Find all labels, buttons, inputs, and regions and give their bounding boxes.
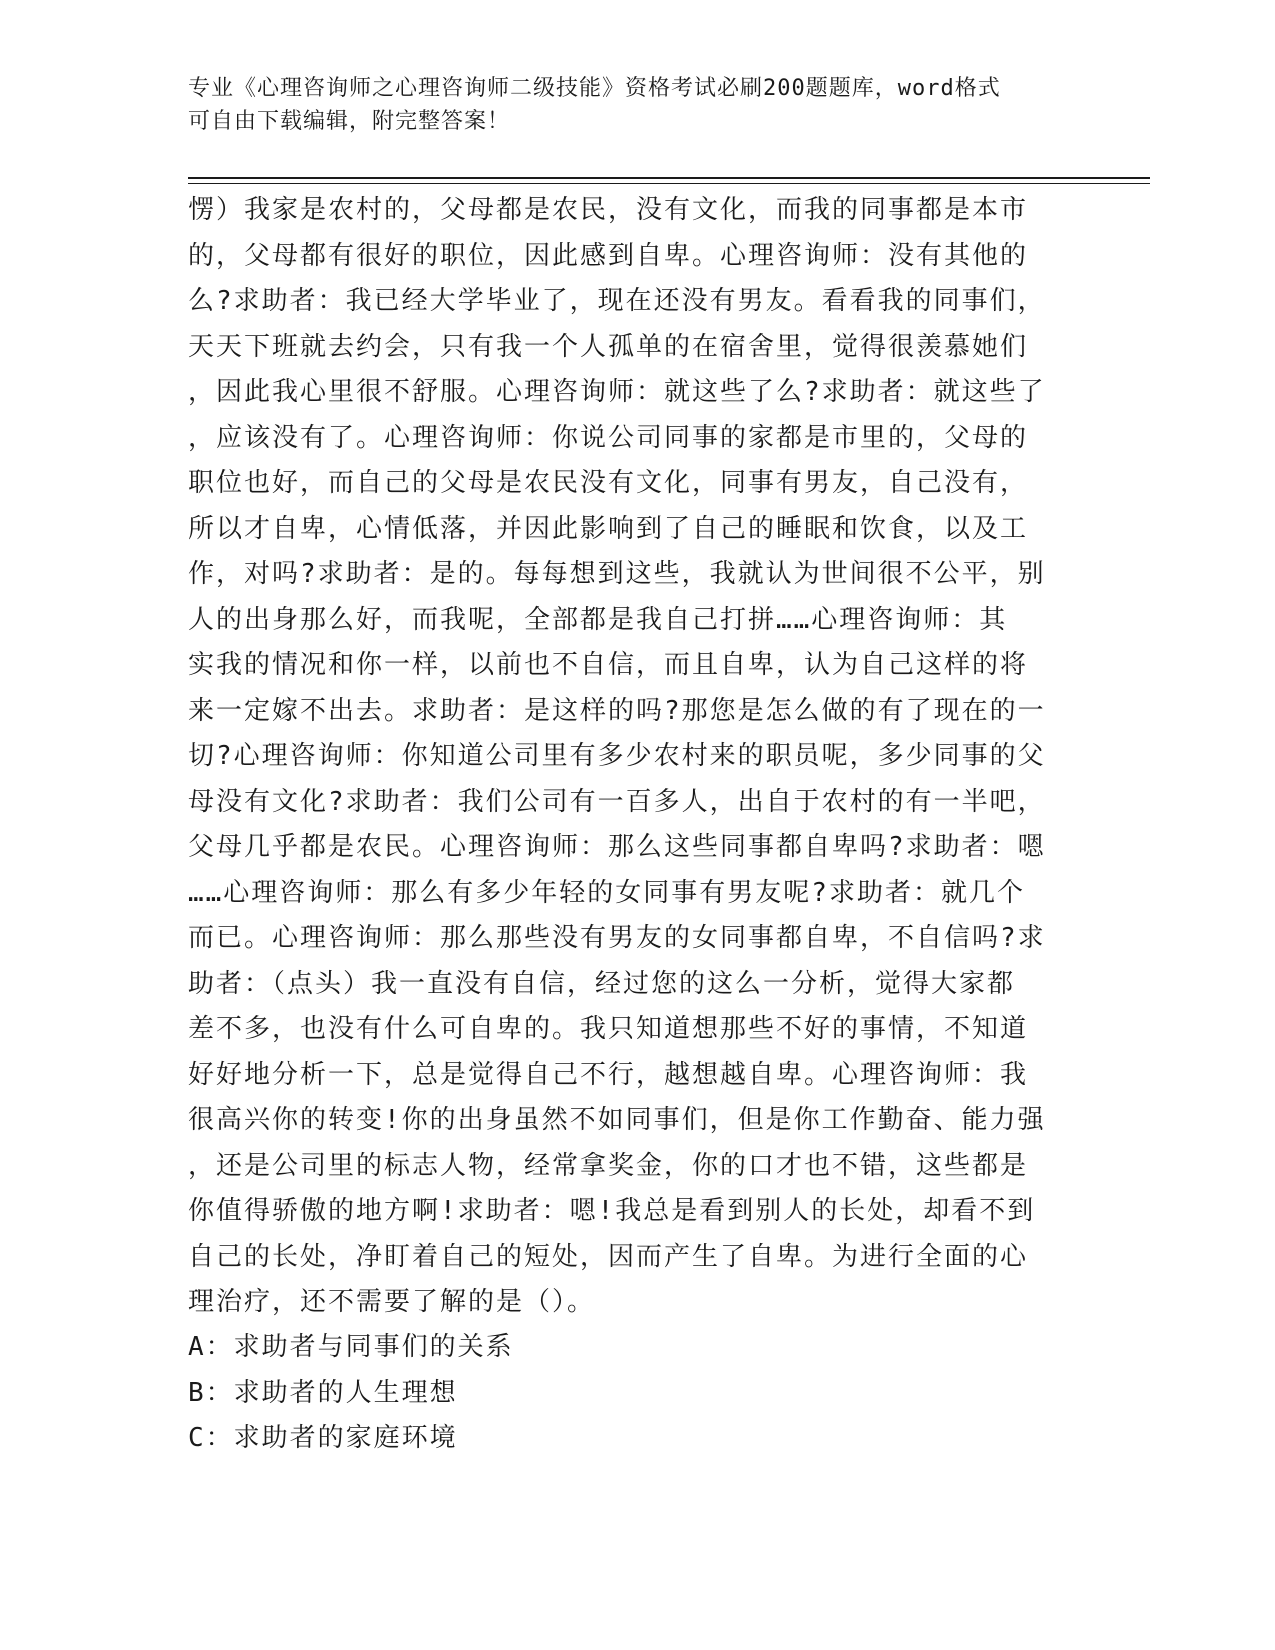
question-text	[188, 188, 1068, 1326]
option-b: B：求助者的人生理想	[188, 1377, 458, 1408]
question-line: 天天下班就去约会，只有我一个人孤单的在宿舍里，觉得很羡慕她们	[188, 331, 1029, 362]
question-line: 的，父母都有很好的职位，因此感到自卑。心理咨询师：没有其他的	[188, 240, 1029, 271]
question-line: 好好地分析一下，总是觉得自己不行，越想越自卑。心理咨询师：我	[188, 1059, 1029, 1090]
header-line: 专业《心理咨询师之心理咨询师二级技能》资格考试必刷200题题库，word格式	[188, 76, 1001, 101]
question-line: 你值得骄傲的地方啊!求助者：嗯!我总是看到别人的长处，却看不到	[188, 1196, 1036, 1226]
question-line: 差不多，也没有什么可自卑的。我只知道想那些不好的事情，不知道	[188, 1014, 1029, 1044]
question-line: 而已。心理咨询师：那么那些没有男友的女同事都自卑，不自信吗?求	[188, 923, 1046, 953]
question-line: 切?心理咨询师：你知道公司里有多少农村来的职员呢，多少同事的父	[188, 741, 1046, 771]
question-line: 作，对吗?求助者：是的。每每想到这些，我就认为世间很不公平，别	[188, 559, 1046, 589]
question-line: 实我的情况和你一样，以前也不自信，而且自卑，认为自己这样的将	[188, 650, 1029, 680]
question-line: 助者：（点头）我一直没有自信，经过您的这么一分析，觉得大家都	[188, 968, 1016, 999]
question-line: 来一定嫁不出去。求助者：是这样的吗?那您是怎么做的有了现在的一	[188, 695, 1046, 726]
question-line: 么?求助者：我已经大学毕业了，现在还没有男友。看看我的同事们，	[188, 286, 1046, 316]
question-line: 愣）我家是农村的，父母都是农民，没有文化，而我的同事都是本市	[188, 195, 1029, 225]
question-line: ，应该没有了。心理咨询师：你说公司同事的家都是市里的，父母的	[188, 422, 1029, 453]
answer-options	[188, 1325, 1068, 1462]
document-header	[188, 72, 1068, 138]
question-line: 很高兴你的转变!你的出身虽然不如同事们，但是你工作勤奋、能力强	[188, 1105, 1046, 1135]
header-divider-thick	[188, 177, 1150, 179]
header-divider-thin	[188, 183, 1150, 184]
question-line: ，还是公司里的标志人物，经常拿奖金，你的口才也不错，这些都是	[188, 1150, 1029, 1181]
question-line: ……心理咨询师：那么有多少年轻的女同事有男友呢?求助者：就几个	[188, 877, 1025, 908]
question-line: 人的出身那么好，而我呢，全部都是我自己打拼……心理咨询师：其	[188, 604, 1008, 635]
header-line: 可自由下载编辑，附完整答案！	[188, 109, 511, 134]
question-line: 所以才自卑，心情低落，并因此影响到了自己的睡眠和饮食，以及工	[188, 513, 1029, 544]
question-line: 自己的长处，净盯着自己的短处，因而产生了自卑。为进行全面的心	[188, 1241, 1029, 1272]
question-line: ，因此我心里很不舒服。心理咨询师：就这些了么?求助者：就这些了	[188, 377, 1046, 407]
option-a: A：求助者与同事们的关系	[188, 1332, 514, 1362]
question-line: 母没有文化?求助者：我们公司有一百多人，出自于农村的有一半吧，	[188, 786, 1046, 817]
question-line: 职位也好，而自己的父母是农民没有文化，同事有男友，自己没有，	[188, 468, 1029, 498]
question-line: 父母几乎都是农民。心理咨询师：那么这些同事都自卑吗?求助者：嗯	[188, 832, 1046, 862]
option-c: C：求助者的家庭环境	[188, 1423, 458, 1453]
question-line: 理治疗，还不需要了解的是（）。	[188, 1287, 596, 1317]
